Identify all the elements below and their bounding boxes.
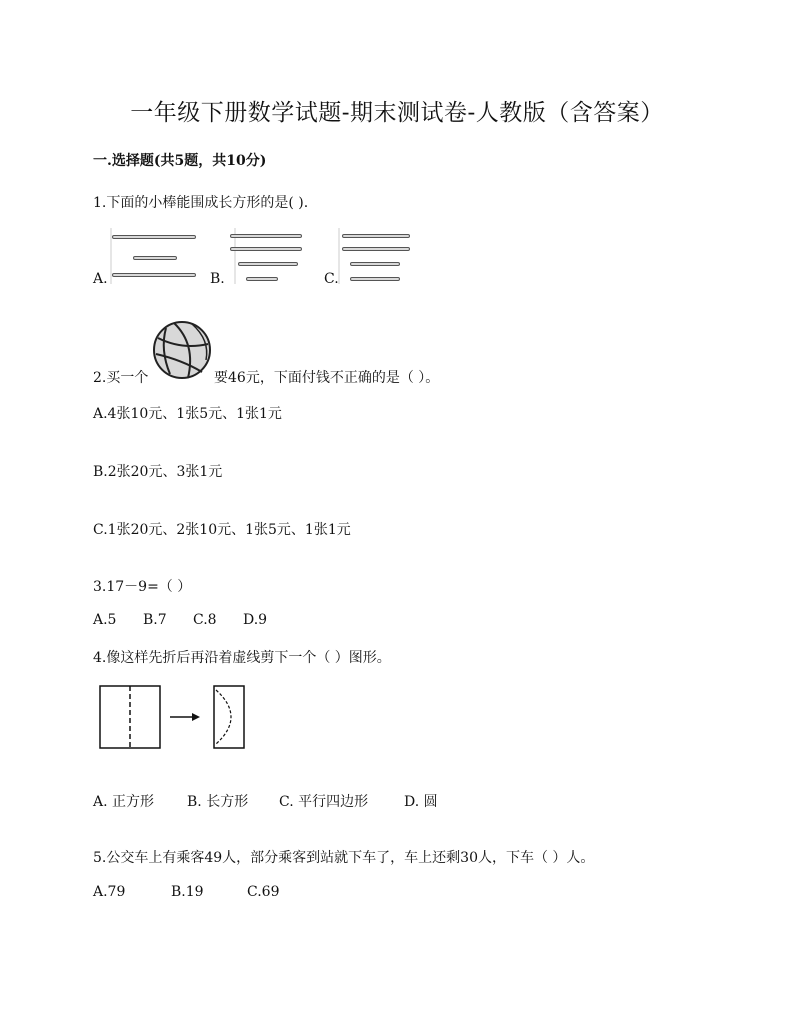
q1-option-b-label: B. <box>210 271 225 287</box>
question-3-text: 3.17－9=（ ） <box>93 579 192 595</box>
q5-option-b: B.19 <box>171 884 204 900</box>
q4-option-d: D. 圆 <box>404 794 438 810</box>
stick <box>342 234 410 238</box>
question-2-prefix: 2.买一个 <box>93 370 149 386</box>
page-title: 一年级下册数学试题-期末测试卷-人教版（含答案） <box>130 100 664 126</box>
question-2-suffix: 要46元，下面付钱不正确的是（ ）。 <box>214 370 440 386</box>
q5-option-a: A.79 <box>93 884 126 900</box>
q3-option-c: C.8 <box>193 612 217 628</box>
q4-option-c: C. 平行四边形 <box>279 794 369 810</box>
question-1-text: 1.下面的小棒能围成长方形的是( ). <box>93 195 309 211</box>
q1-option-a-label: A. <box>93 271 108 287</box>
stick <box>133 256 177 260</box>
q2-option-a: A.4张10元、1张5元、1张1元 <box>93 406 282 422</box>
q4-option-a: A. 正方形 <box>93 794 155 810</box>
q1-option-a-figure <box>108 228 198 286</box>
q1-option-b-figure <box>224 228 306 286</box>
q2-option-c: C.1张20元、2张10元、1张5元、1张1元 <box>93 522 351 538</box>
stick <box>246 277 278 281</box>
q3-option-d: D.9 <box>243 612 268 628</box>
stick <box>230 247 302 251</box>
stick <box>230 234 302 238</box>
stick <box>342 247 410 251</box>
stick <box>350 262 400 266</box>
question-4-text: 4.像这样先折后再沿着虚线剪下一个（ ）图形。 <box>93 650 391 666</box>
q3-option-a: A.5 <box>93 612 117 628</box>
stick <box>350 277 400 281</box>
basketball-icon <box>152 320 212 380</box>
q1-option-c-figure <box>338 228 412 286</box>
q2-option-b: B.2张20元、3张1元 <box>93 464 223 480</box>
q4-option-b: B. 长方形 <box>187 794 249 810</box>
q5-option-c: C.69 <box>247 884 280 900</box>
q3-option-b: B.7 <box>143 612 167 628</box>
q1-option-c-label: C. <box>324 271 339 287</box>
folding-diagram <box>96 682 256 752</box>
stick <box>112 273 196 277</box>
section-heading: 一.选择题(共5题，共10分) <box>93 153 267 169</box>
stick <box>112 235 196 239</box>
stick <box>238 262 298 266</box>
question-5-text: 5.公交车上有乘客49人，部分乘客到站就下车了，车上还剩30人，下车（ ）人。 <box>93 850 595 866</box>
